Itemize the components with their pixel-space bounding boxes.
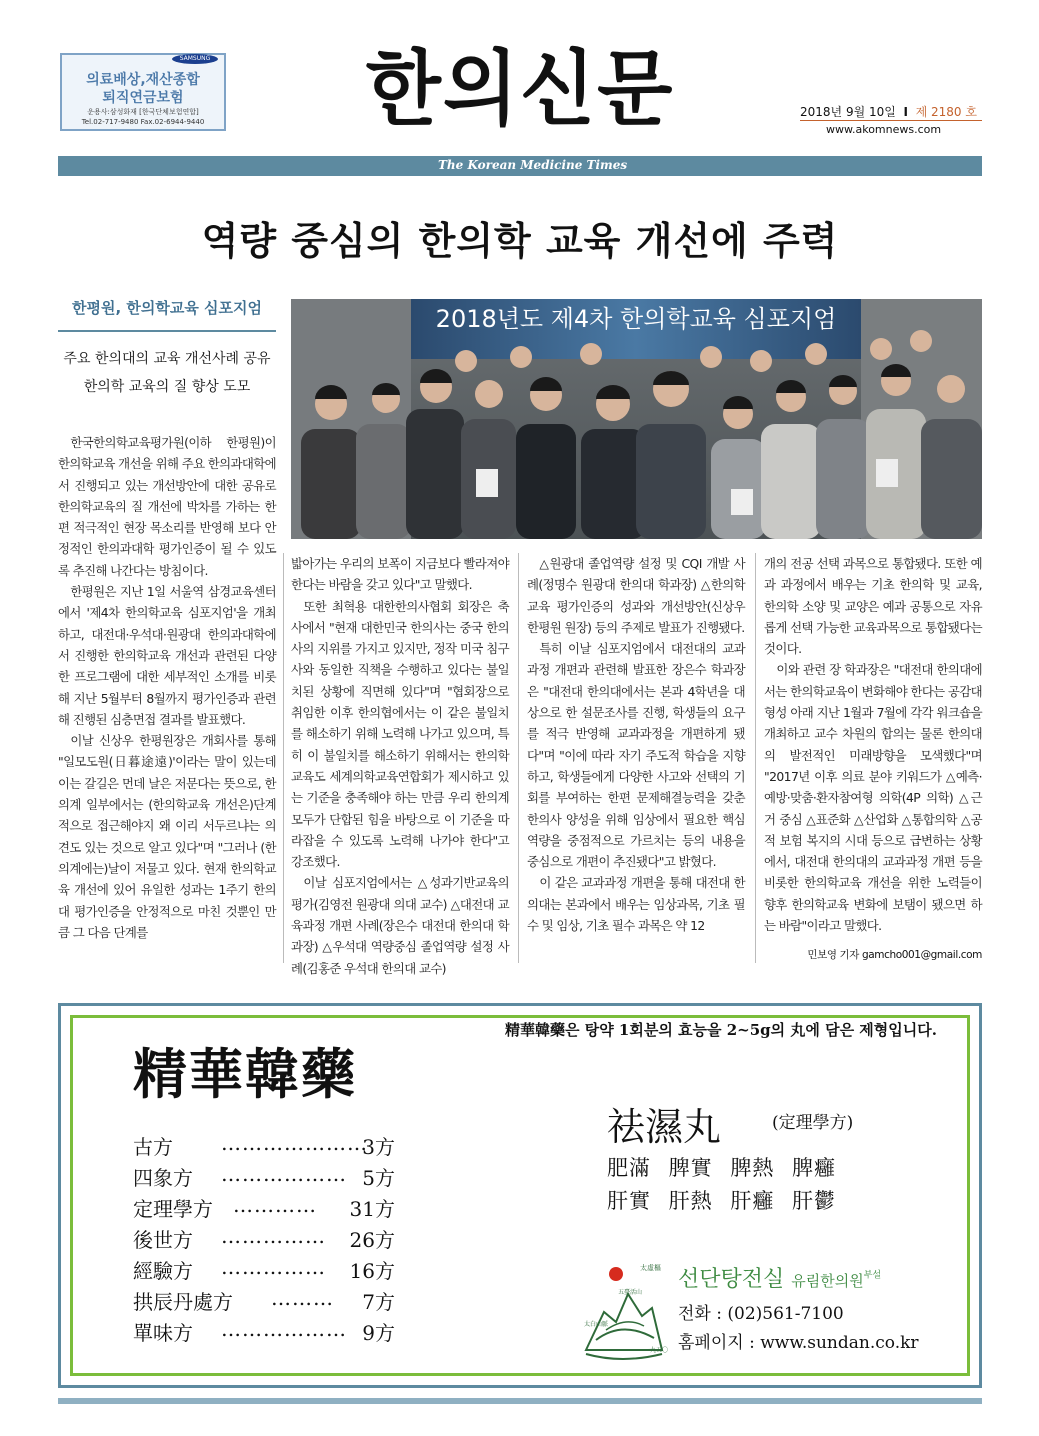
insurance-ad-line2: 퇴직연금보험 [102,90,184,106]
ad-item-count: 16方 [349,1259,395,1283]
article-byline: 민보영 기자 gamcho001@gmail.com [807,949,982,961]
newspaper-title: 한의신문 [365,42,675,137]
paragraph: 한국한의학교육평가원(이하 한평원)이 한의학교육 개선을 위해 주요 한의과대학에서 진행되고 있는 개선방안에 대한 공유로 한의학교육의 질 개선에 박차를 가하는 한편 적극적인 현장 목소리를 반영해 보다 안정적인 한의과대학 평가인증이 될 수 있도록 추진해 나간다는 방침이다. [58,435,277,578]
ad-item-dots: ……… [271,1286,334,1310]
column-divider [755,553,756,963]
ad-item-count: 7方 [362,1290,395,1314]
clinic-main: 선단탕전실 [678,1267,785,1292]
ad-item-name: 經驗方 [133,1259,193,1283]
clinic-suffix: 부설 [863,1270,882,1281]
article-column-1 [58,432,276,962]
insurance-ad[interactable] [60,53,226,131]
ad-item-count: 26方 [349,1228,395,1252]
symposium-group-photo [291,299,982,539]
article-column-3 [527,553,745,965]
masthead-bar [58,156,982,176]
clinic-sub: 유림한의원 [791,1272,864,1290]
paragraph: △원광대 졸업역량 설정 및 CQI 개발 사례(정명수 원광대 한의대 학과장) △한의학교육 평가인증의 성과와 개선방안(신상우 한평원 원장) 등의 주제로 발표가 진행됐다. [527,556,745,635]
ad-item-dots: …………… [221,1255,326,1279]
paragraph: 한평원은 지난 1일 서울역 삼경교육센터에서 '제4차 한의학교육 심포지엄'을 개최하고, 대전대·우석대·원광대 한의과대학에서 진행한 한의학교육 개선과 관련된 다양한 프로그램에 대한 세부적인 소개를 비롯해 지난 5월부터 8월까지 평가인증과 관련해 진행된 심층면접 결과를 발표했다. [58,584,276,727]
paragraph: 이와 관련 장 학과장은 "대전대 한의대에서는 한의학교육이 변화해야 한다는 공감대 형성 아래 지난 1월과 7월에 각각 워크숍을 개최하고 교수 차원의 합의는 물론 한의대의 발전적인 미래방향을 모색했다"며 "2017년 이후 의료 분야 키워드가 △예측·예방·맞춤·환자참여형 의학(4P 의학) △근거 중심 △표준화 △산업화 △통합의학 △공적 보험 복지의 시대 등으로 급변하는 상황에서, 대전대 한의대의 교과과정 개편 등을 비롯한 한의학교육 개선을 위한 노력들이 향후 한의학교육 변화에 보탬이 됐으면 하는 바람"이라고 말했다. [764,662,983,934]
article-subhead-1: 주요 한의대의 교육 개선사례 공유 [63,351,271,367]
column-divider [283,553,284,963]
ad-item-dots: ……………… [221,1162,347,1186]
ad-item-dots: …………… [221,1224,326,1248]
indications-row-1: 肥滿 脾實 脾熱 脾癰 [607,1156,837,1180]
ad-item [133,1162,395,1192]
ad-item-name: 拱辰丹處方 [133,1290,233,1314]
issue-date: 2018년 9월 10일 [800,105,896,119]
article-section-title: 한평원, 한의학교육 심포지엄 [71,299,263,317]
website-link[interactable]: www.akomnews.com [826,123,942,136]
ad-item-count: 3方 [362,1135,395,1159]
ad-item [133,1286,395,1316]
ad-item-count: 9方 [362,1321,395,1345]
samsung-logo: SAMSUNG [172,54,218,64]
english-title: The Korean Medicine Times [438,158,628,172]
paragraph: 이날 신상우 한평원장은 개회사를 통해 "일모도원(日暮途遠)'이라는 말이 있는데 이는 갈길은 먼데 날은 저문다는 뜻으로, 한의계 일부에서는 (한의학교육 개선은)단계적으로 접근해야지 왜 이리 서두르냐는 의견도 있는 것으로 알고 있다"며 "그러나 (한의계에는)날이 저물고 있다. 현재 한의학교육 개선에 있어 유일한 성과는 1주기 한의대 평가인증을 안정적으로 마친 것뿐인 만큼 그 다음 단계를 [58,733,276,940]
bottom-rule [58,1398,982,1404]
issue-number: 제 2180 호 [915,105,977,119]
mountain-seal-logo [582,1254,669,1364]
ad-item-name: 定理學方 [133,1197,213,1221]
ad-item [133,1131,395,1161]
seal-text: 太虛樞 [640,1264,661,1272]
ad-title: 精華韓藥 [133,1042,357,1106]
article-column-2 [291,553,510,976]
issue-rule [800,120,982,121]
ad-item-name: 單味方 [133,1321,193,1345]
medicine-subtitle: (定理學方) [772,1113,854,1133]
issue-separator: I [903,105,908,119]
medicine-name: 祛濕丸 [607,1105,722,1149]
insurance-ad-line3: 운용사:삼성화재 [한국단체보험연합] [87,108,199,116]
ad-item-name: 古方 [133,1135,173,1159]
ad-tagline: 精華韓藥은 탕약 1회분의 효능을 2~5g의 丸에 담은 제형입니다. [505,1021,937,1039]
ad-item-dots: ……………… [221,1317,347,1341]
paragraph: 개의 전공 선택 과목으로 통합됐다. 또한 예과 과정에서 배우는 기초 한의학 및 교육, 한의학 소양 및 교양은 예과 공통으로 자유롭게 선택 가능한 교육과목으로 통합됐다는 것이다. [764,556,983,657]
clinic-name [678,1262,881,1293]
ad-item-dots: ………………… [221,1131,368,1155]
seal-text: 一九五〇 [644,1347,669,1354]
clinic-homepage[interactable]: 홈페이지 : www.sundan.co.kr [678,1333,919,1353]
issue-info [800,103,977,120]
paragraph: 또한 최혁용 대한한의사협회 회장은 축사에서 "현재 대한민국 한의사는 중국 한의사의 지위를 가지고 있지만, 정작 미국 침구사와 동일한 직책을 수행하고 있다는 불일치된 상황에 직면해 있다"며 "협회장으로 취임한 이후 한의협에서는 이 같은 불일치를 해소하기 위해 노력해 나가고 있으며, 특히 이 불일치를 해소하기 위해서는 한의학교육도 세계의학교육연합회가 제시하고 있는 기준을 충족해야 하는 만큼 우리 한의계 모두가 단합된 힘을 바탕으로 이 기준을 따라잡을 수 있도록 노력해 나가야 한다"고 강조했다. [291,598,509,870]
ad-item [133,1317,395,1347]
insurance-ad-contact: Tel.02-717-9480 Fax.02-6944-9440 [81,118,205,126]
insurance-ad-line1: 의료배상,재산종합 [86,72,200,88]
photo-banner-text: 2018년도 제4차 한의학교육 심포지엄 [435,305,837,333]
paragraph: 이 같은 교과과정 개편을 통해 대전대 한의대는 본과에서 배우는 임상과목, 기초 필수 및 임상, 기초 필수 과목은 약 12 [527,875,745,934]
ad-item-count: 31方 [349,1197,395,1221]
paragraph: 이날 심포지엄에서는 △성과기반교육의 평가(김영전 원광대 의대 교수) △대전대 교육과정 개편 사례(장은수 대전대 한의대 학과장) △우석대 역량중심 졸업역량 설정 사례(김홍준 우석대 한의대 교수) [291,875,509,976]
ad-item [133,1255,395,1285]
article-subhead-2: 한의학 교육의 질 향상 도모 [83,379,251,395]
article-column-4 [764,553,982,943]
ad-item-name: 後世方 [133,1228,193,1252]
clinic-phone[interactable]: 전화 : (02)561-7100 [678,1304,844,1324]
seal-text: 太白山脈 [584,1321,609,1328]
ad-item-dots: ………… [233,1193,317,1217]
paragraph: 밟아가는 우리의 보폭이 지금보다 빨라져야 한다는 바람을 갖고 있다"고 말했다. [291,556,510,593]
ad-item [133,1224,395,1254]
article-headline: 역량 중심의 한의학 교육 개선에 주력 [201,218,839,263]
ad-item-name: 四象方 [133,1166,193,1190]
photo-illustration [291,299,982,539]
ad-item-count: 5方 [362,1166,395,1190]
seal-text: 五臺活山 [618,1289,643,1296]
section-rule [58,330,276,332]
indications-row-2: 肝實 肝熱 肝癰 肝鬱 [607,1189,837,1213]
column-divider [518,553,519,963]
ad-item [133,1193,395,1223]
paragraph: 특히 이날 심포지엄에서 대전대의 교과과정 개편과 관련해 발표한 장은수 학과장은 "대전대 한의대에서는 본과 4학년을 대상으로 한 설문조사를 진행, 학생들의 요구를 적극 반영해 교과과정을 개편하게 됐다"며 "이에 따라 자기 주도적 학습을 지향하고, 학생들에게 다양한 사고와 선택의 기회를 부여하는 한편 문제해결능력을 갖춘 한의사 양성을 위해 임상에서 필요한 핵심역량을 중점적으로 가르치는 등의 내용을 중심으로 개편이 추진됐다"고 밝혔다. [527,641,745,870]
